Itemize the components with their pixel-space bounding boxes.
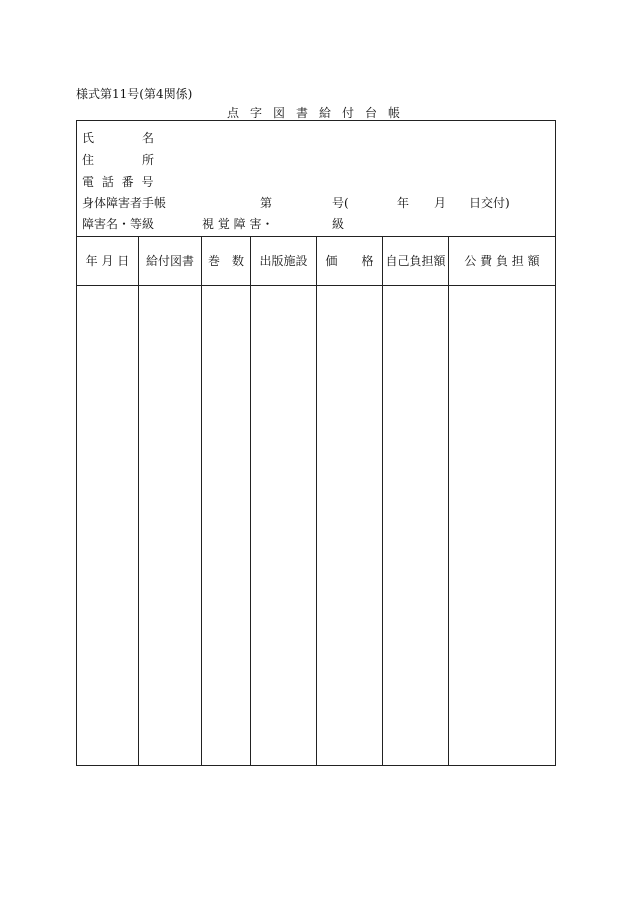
- handbook-month: 月: [434, 196, 447, 210]
- handbook-label: 身体障害者手帳: [82, 196, 167, 210]
- column-price: [317, 236, 383, 765]
- handbook-number-suffix: 号(: [332, 196, 349, 210]
- applicant-info-section: [77, 121, 555, 237]
- column-self-pay: [383, 236, 449, 765]
- form-number-label: 様式第11号(第4関係): [76, 87, 193, 101]
- header-publisher: 出版施設: [251, 236, 316, 286]
- ledger-table: [77, 236, 555, 765]
- ledger-frame: [76, 120, 556, 766]
- name-label-1: 氏: [82, 131, 95, 145]
- public-pay-entries[interactable]: [449, 285, 555, 765]
- column-volumes: [202, 236, 251, 765]
- publisher-entries[interactable]: [251, 285, 316, 765]
- page-title: 点字図書給付台帳: [226, 106, 411, 120]
- header-public-pay: 公 費 負 担 額: [449, 236, 555, 286]
- self-pay-entries[interactable]: [383, 285, 448, 765]
- phone-label: 電 話 番 号: [82, 175, 156, 189]
- column-book: [139, 236, 202, 765]
- date-entries[interactable]: [77, 285, 138, 765]
- header-volumes: 巻 数: [202, 236, 250, 286]
- header-self-pay: 自己負担額: [383, 236, 448, 286]
- grade-label: 級: [332, 217, 345, 231]
- column-publisher: [251, 236, 317, 765]
- header-price: 価 格: [317, 236, 382, 286]
- address-label-2: 所: [142, 153, 155, 167]
- volume-entries[interactable]: [202, 285, 250, 765]
- handbook-issued: 日交付): [469, 196, 510, 210]
- book-entries[interactable]: [139, 285, 201, 765]
- name-label-2: 名: [142, 131, 155, 145]
- address-label-1: 住: [82, 153, 95, 167]
- column-date: [77, 236, 139, 765]
- disability-label: 障害名・等級: [82, 217, 155, 231]
- handbook-year: 年: [397, 196, 410, 210]
- header-date: 年 月 日: [77, 236, 138, 286]
- price-entries[interactable]: [317, 285, 382, 765]
- handbook-number-prefix: 第: [260, 196, 273, 210]
- visual-disability-label: 視 覚 障 害・: [202, 217, 274, 231]
- header-book: 給付図書: [139, 236, 201, 286]
- column-public-pay: [449, 236, 555, 765]
